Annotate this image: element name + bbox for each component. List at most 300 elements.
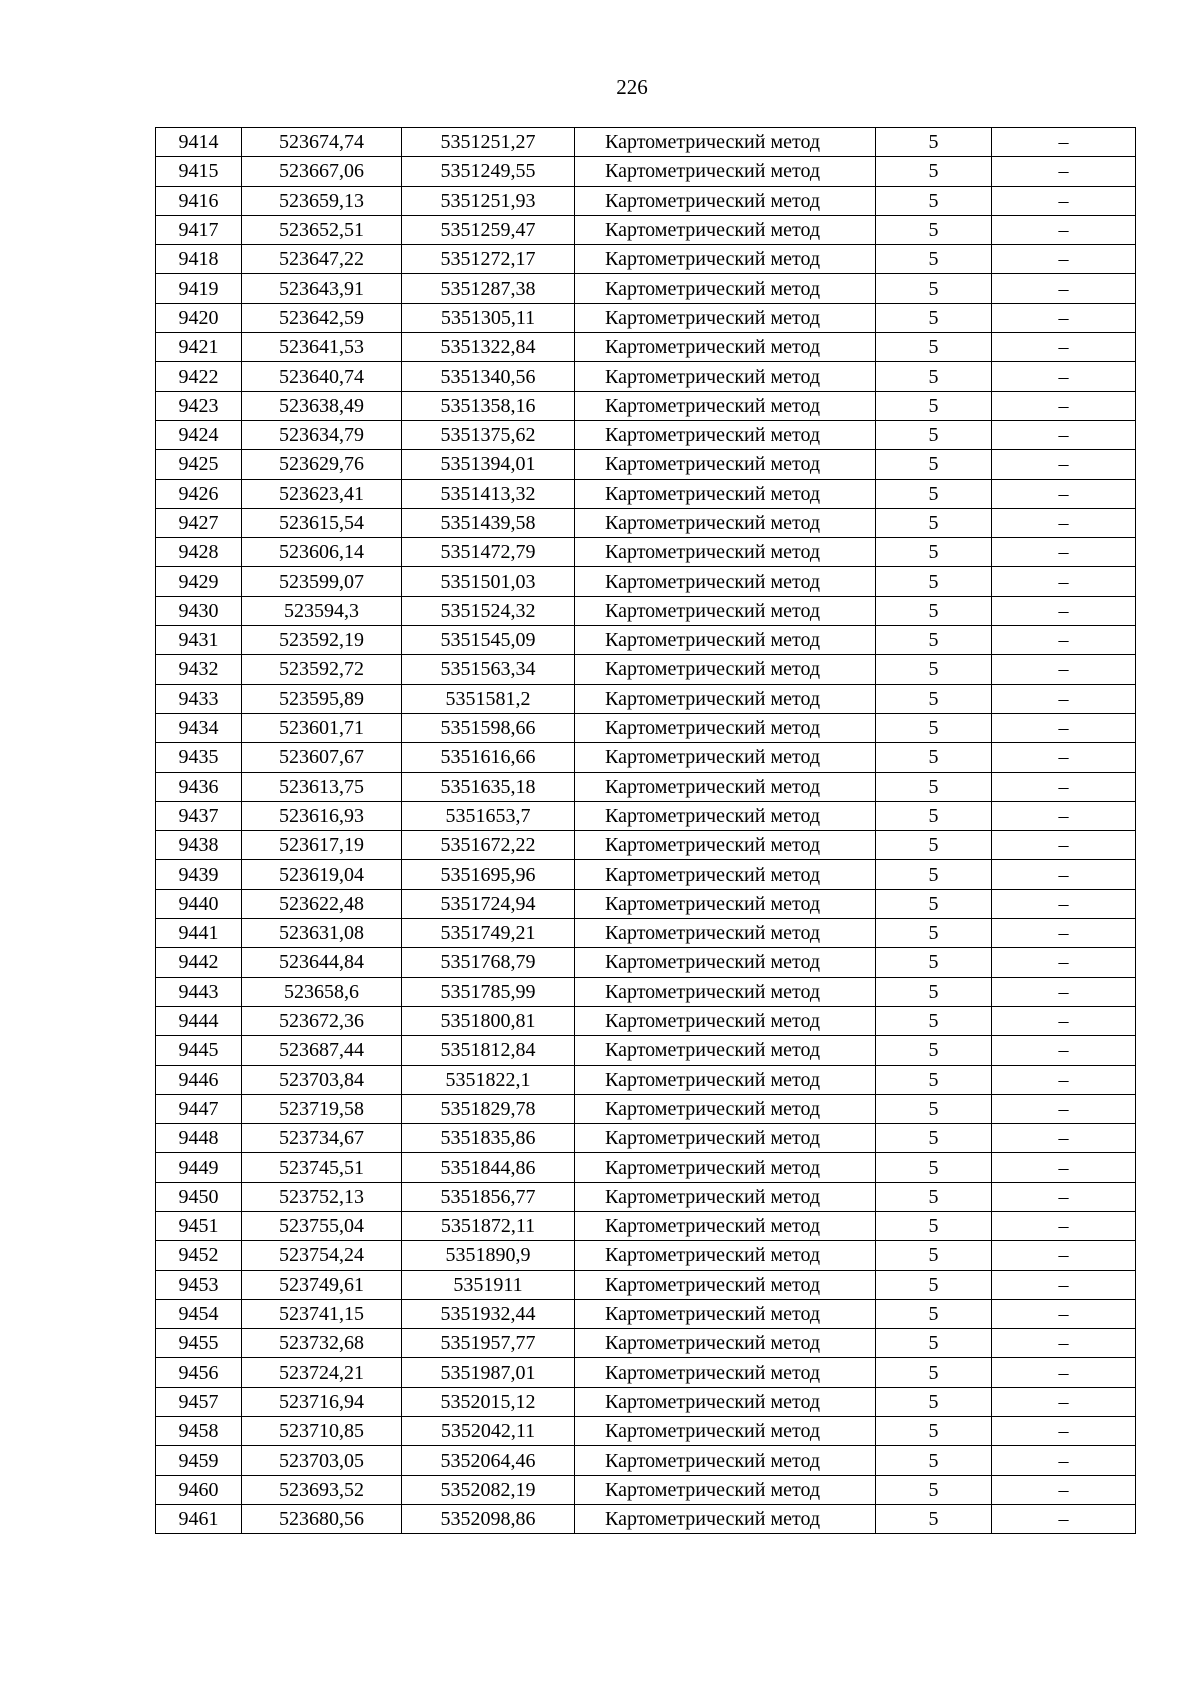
y-coordinate-cell: 5351358,16 xyxy=(402,391,575,420)
table-row xyxy=(156,1065,1136,1094)
y-coordinate-cell: 5351856,77 xyxy=(402,1182,575,1211)
accuracy-cell: 5 xyxy=(876,1153,992,1182)
table-row xyxy=(156,128,1136,157)
y-coordinate-cell: 5351581,2 xyxy=(402,684,575,713)
description-cell: – xyxy=(992,157,1136,186)
description-cell: – xyxy=(992,1153,1136,1182)
point-number-cell: 9430 xyxy=(156,596,242,625)
accuracy-cell: 5 xyxy=(876,889,992,918)
point-number-cell: 9456 xyxy=(156,1358,242,1387)
y-coordinate-cell: 5351524,32 xyxy=(402,596,575,625)
point-number-cell: 9452 xyxy=(156,1241,242,1270)
table-row xyxy=(156,362,1136,391)
accuracy-cell: 5 xyxy=(876,245,992,274)
table-row xyxy=(156,245,1136,274)
description-cell: – xyxy=(992,860,1136,889)
description-cell: – xyxy=(992,1094,1136,1123)
table-row xyxy=(156,655,1136,684)
accuracy-cell: 5 xyxy=(876,215,992,244)
x-coordinate-cell: 523667,06 xyxy=(242,157,402,186)
point-number-cell: 9450 xyxy=(156,1182,242,1211)
y-coordinate-cell: 5351957,77 xyxy=(402,1329,575,1358)
y-coordinate-cell: 5351616,66 xyxy=(402,743,575,772)
description-cell: – xyxy=(992,919,1136,948)
x-coordinate-cell: 523659,13 xyxy=(242,186,402,215)
method-cell: Картометрический метод xyxy=(575,128,876,157)
y-coordinate-cell: 5351375,62 xyxy=(402,420,575,449)
description-cell: – xyxy=(992,596,1136,625)
accuracy-cell: 5 xyxy=(876,801,992,830)
description-cell: – xyxy=(992,655,1136,684)
x-coordinate-cell: 523687,44 xyxy=(242,1036,402,1065)
table-row xyxy=(156,772,1136,801)
method-cell: Картометрический метод xyxy=(575,1446,876,1475)
table-row xyxy=(156,420,1136,449)
y-coordinate-cell: 5351305,11 xyxy=(402,303,575,332)
point-number-cell: 9435 xyxy=(156,743,242,772)
point-number-cell: 9445 xyxy=(156,1036,242,1065)
accuracy-cell: 5 xyxy=(876,1270,992,1299)
accuracy-cell: 5 xyxy=(876,391,992,420)
x-coordinate-cell: 523623,41 xyxy=(242,479,402,508)
description-cell: – xyxy=(992,538,1136,567)
x-coordinate-cell: 523674,74 xyxy=(242,128,402,157)
accuracy-cell: 5 xyxy=(876,948,992,977)
description-cell: – xyxy=(992,567,1136,596)
x-coordinate-cell: 523642,59 xyxy=(242,303,402,332)
method-cell: Картометрический метод xyxy=(575,1006,876,1035)
method-cell: Картометрический метод xyxy=(575,215,876,244)
y-coordinate-cell: 5352064,46 xyxy=(402,1446,575,1475)
method-cell: Картометрический метод xyxy=(575,1475,876,1504)
accuracy-cell: 5 xyxy=(876,274,992,303)
y-coordinate-cell: 5351635,18 xyxy=(402,772,575,801)
point-number-cell: 9454 xyxy=(156,1299,242,1328)
x-coordinate-cell: 523643,91 xyxy=(242,274,402,303)
x-coordinate-cell: 523745,51 xyxy=(242,1153,402,1182)
table-row xyxy=(156,567,1136,596)
point-number-cell: 9444 xyxy=(156,1006,242,1035)
y-coordinate-cell: 5352015,12 xyxy=(402,1387,575,1416)
method-cell: Картометрический метод xyxy=(575,1182,876,1211)
point-number-cell: 9441 xyxy=(156,919,242,948)
method-cell: Картометрический метод xyxy=(575,743,876,772)
method-cell: Картометрический метод xyxy=(575,801,876,830)
method-cell: Картометрический метод xyxy=(575,977,876,1006)
page-number: 226 xyxy=(616,75,648,99)
accuracy-cell: 5 xyxy=(876,1211,992,1240)
y-coordinate-cell: 5351844,86 xyxy=(402,1153,575,1182)
accuracy-cell: 5 xyxy=(876,860,992,889)
accuracy-cell: 5 xyxy=(876,1065,992,1094)
point-number-cell: 9438 xyxy=(156,831,242,860)
method-cell: Картометрический метод xyxy=(575,1241,876,1270)
method-cell: Картометрический метод xyxy=(575,1358,876,1387)
table-row xyxy=(156,1094,1136,1123)
point-number-cell: 9449 xyxy=(156,1153,242,1182)
accuracy-cell: 5 xyxy=(876,1036,992,1065)
x-coordinate-cell: 523672,36 xyxy=(242,1006,402,1035)
y-coordinate-cell: 5351545,09 xyxy=(402,626,575,655)
table-row xyxy=(156,596,1136,625)
table-row xyxy=(156,1387,1136,1416)
accuracy-cell: 5 xyxy=(876,362,992,391)
accuracy-cell: 5 xyxy=(876,186,992,215)
description-cell: – xyxy=(992,1504,1136,1533)
table-row xyxy=(156,303,1136,332)
x-coordinate-cell: 523647,22 xyxy=(242,245,402,274)
x-coordinate-cell: 523631,08 xyxy=(242,919,402,948)
description-cell: – xyxy=(992,1446,1136,1475)
description-cell: – xyxy=(992,391,1136,420)
table-row xyxy=(156,1417,1136,1446)
description-cell: – xyxy=(992,626,1136,655)
point-number-cell: 9447 xyxy=(156,1094,242,1123)
y-coordinate-cell: 5351598,66 xyxy=(402,713,575,742)
table-row xyxy=(156,801,1136,830)
description-cell: – xyxy=(992,1329,1136,1358)
description-cell: – xyxy=(992,245,1136,274)
point-number-cell: 9417 xyxy=(156,215,242,244)
method-cell: Картометрический метод xyxy=(575,245,876,274)
accuracy-cell: 5 xyxy=(876,684,992,713)
description-cell: – xyxy=(992,977,1136,1006)
accuracy-cell: 5 xyxy=(876,1475,992,1504)
point-number-cell: 9443 xyxy=(156,977,242,1006)
accuracy-cell: 5 xyxy=(876,1446,992,1475)
x-coordinate-cell: 523607,67 xyxy=(242,743,402,772)
method-cell: Картометрический метод xyxy=(575,1270,876,1299)
point-number-cell: 9427 xyxy=(156,508,242,537)
description-cell: – xyxy=(992,831,1136,860)
point-number-cell: 9458 xyxy=(156,1417,242,1446)
y-coordinate-cell: 5351287,38 xyxy=(402,274,575,303)
y-coordinate-cell: 5351251,93 xyxy=(402,186,575,215)
y-coordinate-cell: 5351251,27 xyxy=(402,128,575,157)
y-coordinate-cell: 5351872,11 xyxy=(402,1211,575,1240)
accuracy-cell: 5 xyxy=(876,538,992,567)
y-coordinate-cell: 5351829,78 xyxy=(402,1094,575,1123)
method-cell: Картометрический метод xyxy=(575,391,876,420)
description-cell: – xyxy=(992,1358,1136,1387)
point-number-cell: 9434 xyxy=(156,713,242,742)
method-cell: Картометрический метод xyxy=(575,626,876,655)
table-row xyxy=(156,1211,1136,1240)
y-coordinate-cell: 5351413,32 xyxy=(402,479,575,508)
point-number-cell: 9426 xyxy=(156,479,242,508)
method-cell: Картометрический метод xyxy=(575,655,876,684)
accuracy-cell: 5 xyxy=(876,772,992,801)
point-number-cell: 9455 xyxy=(156,1329,242,1358)
description-cell: – xyxy=(992,1211,1136,1240)
description-cell: – xyxy=(992,450,1136,479)
accuracy-cell: 5 xyxy=(876,1124,992,1153)
method-cell: Картометрический метод xyxy=(575,831,876,860)
x-coordinate-cell: 523752,13 xyxy=(242,1182,402,1211)
x-coordinate-cell: 523680,56 xyxy=(242,1504,402,1533)
table-row xyxy=(156,391,1136,420)
table-row xyxy=(156,1006,1136,1035)
point-number-cell: 9446 xyxy=(156,1065,242,1094)
method-cell: Картометрический метод xyxy=(575,1299,876,1328)
point-number-cell: 9423 xyxy=(156,391,242,420)
point-number-cell: 9414 xyxy=(156,128,242,157)
point-number-cell: 9415 xyxy=(156,157,242,186)
method-cell: Картометрический метод xyxy=(575,479,876,508)
table-row xyxy=(156,157,1136,186)
x-coordinate-cell: 523755,04 xyxy=(242,1211,402,1240)
y-coordinate-cell: 5351695,96 xyxy=(402,860,575,889)
x-coordinate-cell: 523703,84 xyxy=(242,1065,402,1094)
description-cell: – xyxy=(992,128,1136,157)
accuracy-cell: 5 xyxy=(876,1387,992,1416)
table-row xyxy=(156,333,1136,362)
table-row xyxy=(156,1299,1136,1328)
accuracy-cell: 5 xyxy=(876,1329,992,1358)
description-cell: – xyxy=(992,1241,1136,1270)
y-coordinate-cell: 5351911 xyxy=(402,1270,575,1299)
x-coordinate-cell: 523615,54 xyxy=(242,508,402,537)
x-coordinate-cell: 523619,04 xyxy=(242,860,402,889)
x-coordinate-cell: 523613,75 xyxy=(242,772,402,801)
y-coordinate-cell: 5351822,1 xyxy=(402,1065,575,1094)
table-row xyxy=(156,743,1136,772)
table-row xyxy=(156,1182,1136,1211)
x-coordinate-cell: 523719,58 xyxy=(242,1094,402,1123)
x-coordinate-cell: 523592,72 xyxy=(242,655,402,684)
x-coordinate-cell: 523732,68 xyxy=(242,1329,402,1358)
table-row xyxy=(156,1329,1136,1358)
point-number-cell: 9436 xyxy=(156,772,242,801)
accuracy-cell: 5 xyxy=(876,626,992,655)
accuracy-cell: 5 xyxy=(876,420,992,449)
method-cell: Картометрический метод xyxy=(575,333,876,362)
accuracy-cell: 5 xyxy=(876,567,992,596)
method-cell: Картометрический метод xyxy=(575,1094,876,1123)
accuracy-cell: 5 xyxy=(876,303,992,332)
y-coordinate-cell: 5351749,21 xyxy=(402,919,575,948)
method-cell: Картометрический метод xyxy=(575,157,876,186)
point-number-cell: 9439 xyxy=(156,860,242,889)
point-number-cell: 9440 xyxy=(156,889,242,918)
accuracy-cell: 5 xyxy=(876,479,992,508)
x-coordinate-cell: 523724,21 xyxy=(242,1358,402,1387)
y-coordinate-cell: 5351563,34 xyxy=(402,655,575,684)
method-cell: Картометрический метод xyxy=(575,919,876,948)
description-cell: – xyxy=(992,479,1136,508)
table-row xyxy=(156,626,1136,655)
point-number-cell: 9418 xyxy=(156,245,242,274)
table-row xyxy=(156,479,1136,508)
table-row xyxy=(156,948,1136,977)
method-cell: Картометрический метод xyxy=(575,860,876,889)
description-cell: – xyxy=(992,743,1136,772)
table-row xyxy=(156,1153,1136,1182)
point-number-cell: 9419 xyxy=(156,274,242,303)
y-coordinate-cell: 5351812,84 xyxy=(402,1036,575,1065)
method-cell: Картометрический метод xyxy=(575,1065,876,1094)
method-cell: Картометрический метод xyxy=(575,303,876,332)
description-cell: – xyxy=(992,1417,1136,1446)
method-cell: Картометрический метод xyxy=(575,1124,876,1153)
y-coordinate-cell: 5351800,81 xyxy=(402,1006,575,1035)
method-cell: Картометрический метод xyxy=(575,1153,876,1182)
point-number-cell: 9420 xyxy=(156,303,242,332)
x-coordinate-cell: 523606,14 xyxy=(242,538,402,567)
point-number-cell: 9431 xyxy=(156,626,242,655)
accuracy-cell: 5 xyxy=(876,919,992,948)
table-row xyxy=(156,215,1136,244)
description-cell: – xyxy=(992,713,1136,742)
method-cell: Картометрический метод xyxy=(575,889,876,918)
x-coordinate-cell: 523734,67 xyxy=(242,1124,402,1153)
point-number-cell: 9433 xyxy=(156,684,242,713)
accuracy-cell: 5 xyxy=(876,1358,992,1387)
table-row xyxy=(156,1504,1136,1533)
table-row xyxy=(156,919,1136,948)
description-cell: – xyxy=(992,362,1136,391)
table-row xyxy=(156,860,1136,889)
description-cell: – xyxy=(992,948,1136,977)
x-coordinate-cell: 523716,94 xyxy=(242,1387,402,1416)
x-coordinate-cell: 523658,6 xyxy=(242,977,402,1006)
description-cell: – xyxy=(992,1299,1136,1328)
method-cell: Картометрический метод xyxy=(575,1329,876,1358)
x-coordinate-cell: 523594,3 xyxy=(242,596,402,625)
x-coordinate-cell: 523617,19 xyxy=(242,831,402,860)
accuracy-cell: 5 xyxy=(876,1299,992,1328)
y-coordinate-cell: 5351472,79 xyxy=(402,538,575,567)
x-coordinate-cell: 523693,52 xyxy=(242,1475,402,1504)
method-cell: Картометрический метод xyxy=(575,538,876,567)
description-cell: – xyxy=(992,801,1136,830)
point-number-cell: 9459 xyxy=(156,1446,242,1475)
method-cell: Картометрический метод xyxy=(575,274,876,303)
accuracy-cell: 5 xyxy=(876,977,992,1006)
point-number-cell: 9442 xyxy=(156,948,242,977)
y-coordinate-cell: 5351932,44 xyxy=(402,1299,575,1328)
method-cell: Картометрический метод xyxy=(575,684,876,713)
point-number-cell: 9422 xyxy=(156,362,242,391)
x-coordinate-cell: 523616,93 xyxy=(242,801,402,830)
y-coordinate-cell: 5351987,01 xyxy=(402,1358,575,1387)
x-coordinate-cell: 523652,51 xyxy=(242,215,402,244)
point-number-cell: 9453 xyxy=(156,1270,242,1299)
description-cell: – xyxy=(992,684,1136,713)
table-row xyxy=(156,1358,1136,1387)
point-number-cell: 9460 xyxy=(156,1475,242,1504)
accuracy-cell: 5 xyxy=(876,743,992,772)
description-cell: – xyxy=(992,1270,1136,1299)
point-number-cell: 9457 xyxy=(156,1387,242,1416)
accuracy-cell: 5 xyxy=(876,333,992,362)
accuracy-cell: 5 xyxy=(876,1504,992,1533)
y-coordinate-cell: 5352082,19 xyxy=(402,1475,575,1504)
y-coordinate-cell: 5352042,11 xyxy=(402,1417,575,1446)
point-number-cell: 9437 xyxy=(156,801,242,830)
accuracy-cell: 5 xyxy=(876,128,992,157)
description-cell: – xyxy=(992,1065,1136,1094)
description-cell: – xyxy=(992,1036,1136,1065)
y-coordinate-cell: 5351249,55 xyxy=(402,157,575,186)
x-coordinate-cell: 523703,05 xyxy=(242,1446,402,1475)
y-coordinate-cell: 5352098,86 xyxy=(402,1504,575,1533)
method-cell: Картометрический метод xyxy=(575,772,876,801)
accuracy-cell: 5 xyxy=(876,1182,992,1211)
method-cell: Картометрический метод xyxy=(575,596,876,625)
table-body xyxy=(156,128,1136,1534)
point-number-cell: 9425 xyxy=(156,450,242,479)
x-coordinate-cell: 523741,15 xyxy=(242,1299,402,1328)
table-row xyxy=(156,186,1136,215)
table-row xyxy=(156,713,1136,742)
x-coordinate-cell: 523638,49 xyxy=(242,391,402,420)
y-coordinate-cell: 5351272,17 xyxy=(402,245,575,274)
description-cell: – xyxy=(992,186,1136,215)
accuracy-cell: 5 xyxy=(876,713,992,742)
description-cell: – xyxy=(992,303,1136,332)
table-row xyxy=(156,889,1136,918)
method-cell: Картометрический метод xyxy=(575,1211,876,1240)
method-cell: Картометрический метод xyxy=(575,420,876,449)
accuracy-cell: 5 xyxy=(876,508,992,537)
description-cell: – xyxy=(992,1006,1136,1035)
description-cell: – xyxy=(992,333,1136,362)
x-coordinate-cell: 523599,07 xyxy=(242,567,402,596)
accuracy-cell: 5 xyxy=(876,1094,992,1123)
table-row xyxy=(156,1241,1136,1270)
description-cell: – xyxy=(992,420,1136,449)
point-number-cell: 9451 xyxy=(156,1211,242,1240)
method-cell: Картометрический метод xyxy=(575,567,876,596)
description-cell: – xyxy=(992,772,1136,801)
y-coordinate-cell: 5351322,84 xyxy=(402,333,575,362)
x-coordinate-cell: 523595,89 xyxy=(242,684,402,713)
method-cell: Картометрический метод xyxy=(575,186,876,215)
description-cell: – xyxy=(992,1124,1136,1153)
method-cell: Картометрический метод xyxy=(575,713,876,742)
x-coordinate-cell: 523592,19 xyxy=(242,626,402,655)
method-cell: Картометрический метод xyxy=(575,1387,876,1416)
point-number-cell: 9416 xyxy=(156,186,242,215)
x-coordinate-cell: 523644,84 xyxy=(242,948,402,977)
x-coordinate-cell: 523749,61 xyxy=(242,1270,402,1299)
table-row xyxy=(156,274,1136,303)
table-row xyxy=(156,1036,1136,1065)
table-row xyxy=(156,1270,1136,1299)
point-number-cell: 9428 xyxy=(156,538,242,567)
description-cell: – xyxy=(992,889,1136,918)
x-coordinate-cell: 523754,24 xyxy=(242,1241,402,1270)
description-cell: – xyxy=(992,1475,1136,1504)
accuracy-cell: 5 xyxy=(876,596,992,625)
x-coordinate-cell: 523641,53 xyxy=(242,333,402,362)
point-number-cell: 9448 xyxy=(156,1124,242,1153)
method-cell: Картометрический метод xyxy=(575,948,876,977)
point-number-cell: 9421 xyxy=(156,333,242,362)
y-coordinate-cell: 5351672,22 xyxy=(402,831,575,860)
y-coordinate-cell: 5351890,9 xyxy=(402,1241,575,1270)
method-cell: Картометрический метод xyxy=(575,1504,876,1533)
table-row xyxy=(156,1124,1136,1153)
y-coordinate-cell: 5351340,56 xyxy=(402,362,575,391)
method-cell: Картометрический метод xyxy=(575,508,876,537)
description-cell: – xyxy=(992,215,1136,244)
y-coordinate-cell: 5351259,47 xyxy=(402,215,575,244)
y-coordinate-cell: 5351501,03 xyxy=(402,567,575,596)
x-coordinate-cell: 523622,48 xyxy=(242,889,402,918)
point-number-cell: 9432 xyxy=(156,655,242,684)
